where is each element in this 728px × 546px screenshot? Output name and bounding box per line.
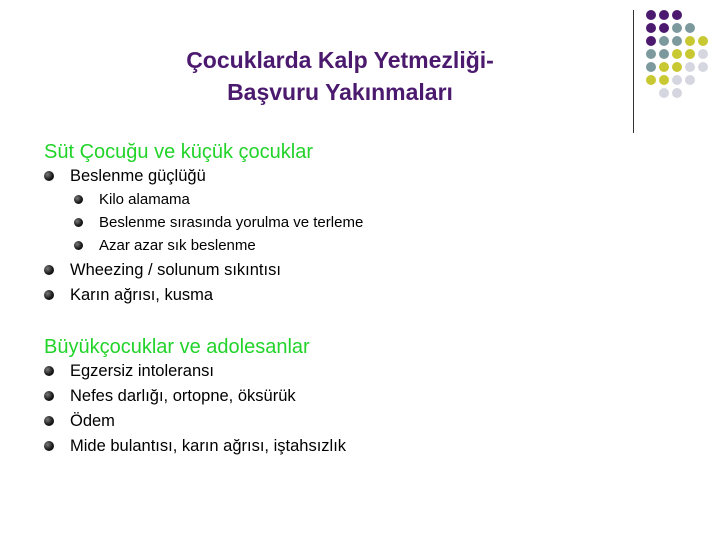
bullet-icon <box>44 416 54 426</box>
list-item-text: Nefes darlığı, ortopne, öksürük <box>70 387 296 405</box>
decorative-dot <box>698 36 708 46</box>
decorative-dot <box>672 75 682 85</box>
list-item <box>44 436 684 461</box>
section-heading-older-children: Büyükçocuklar ve adolesanlar <box>44 336 310 358</box>
decorative-dot <box>685 49 695 59</box>
section-gap <box>44 310 684 335</box>
bullet-icon <box>44 265 54 275</box>
bullet-icon <box>44 290 54 300</box>
bullet-icon <box>44 171 54 181</box>
slide-title <box>100 44 580 108</box>
sub-list-item-text: Azar azar sık beslenme <box>99 237 256 254</box>
decorative-dot <box>659 10 669 20</box>
bullet-icon <box>74 195 83 204</box>
decorative-dot-grid <box>646 10 724 120</box>
decorative-dot <box>646 23 656 33</box>
bullet-icon <box>44 441 54 451</box>
list-item <box>44 285 684 310</box>
title-line-1: Çocuklarda Kalp Yetmezliği- <box>186 47 494 73</box>
decorative-dot <box>659 75 669 85</box>
decorative-dot <box>685 75 695 85</box>
list-item <box>44 386 684 411</box>
decorative-dot <box>672 36 682 46</box>
decorative-dot <box>685 36 695 46</box>
decorative-dot <box>672 88 682 98</box>
decorative-dot <box>659 36 669 46</box>
decorative-dot <box>659 49 669 59</box>
list-item-text: Beslenme güçlüğü <box>70 167 206 185</box>
decorative-dot <box>646 75 656 85</box>
decorative-dot <box>646 36 656 46</box>
list-item <box>44 260 684 285</box>
decorative-divider <box>633 10 634 133</box>
decorative-dot <box>646 49 656 59</box>
decorative-dot <box>685 62 695 72</box>
list-item-text: Karın ağrısı, kusma <box>70 286 214 304</box>
decorative-dot <box>672 62 682 72</box>
decorative-dot <box>646 10 656 20</box>
sub-list-item-text: Beslenme sırasında yorulma ve terleme <box>99 214 364 231</box>
decorative-dot <box>672 23 682 33</box>
bullet-icon <box>44 366 54 376</box>
decorative-dot <box>646 62 656 72</box>
section-heading-infants: Süt Çocuğu ve küçük çocuklar <box>44 141 314 163</box>
list-item-text: Mide bulantısı, karın ağrısı, iştahsızlık <box>70 437 347 455</box>
bullet-icon <box>74 241 83 250</box>
decorative-dot <box>698 62 708 72</box>
bullet-icon <box>44 391 54 401</box>
list-item <box>44 361 684 386</box>
sub-list-item <box>44 237 684 260</box>
decorative-dot <box>685 23 695 33</box>
sub-list-item <box>44 191 684 214</box>
decorative-dot <box>672 10 682 20</box>
decorative-dot <box>659 23 669 33</box>
sub-list-item-text: Kilo alamama <box>99 191 190 208</box>
list-item-text: Egzersiz intoleransı <box>70 362 214 380</box>
list-item-text: Wheezing / solunum sıkıntısı <box>70 261 281 279</box>
decorative-dot <box>659 88 669 98</box>
list-item <box>44 166 684 191</box>
sub-list-item <box>44 214 684 237</box>
slide-body <box>44 140 684 461</box>
decorative-dot <box>698 49 708 59</box>
list-item-text: Ödem <box>70 412 115 430</box>
decorative-dot <box>659 62 669 72</box>
list-item <box>44 411 684 436</box>
title-line-2: Başvuru Yakınmaları <box>227 79 453 105</box>
decorative-dot <box>672 49 682 59</box>
bullet-icon <box>74 218 83 227</box>
